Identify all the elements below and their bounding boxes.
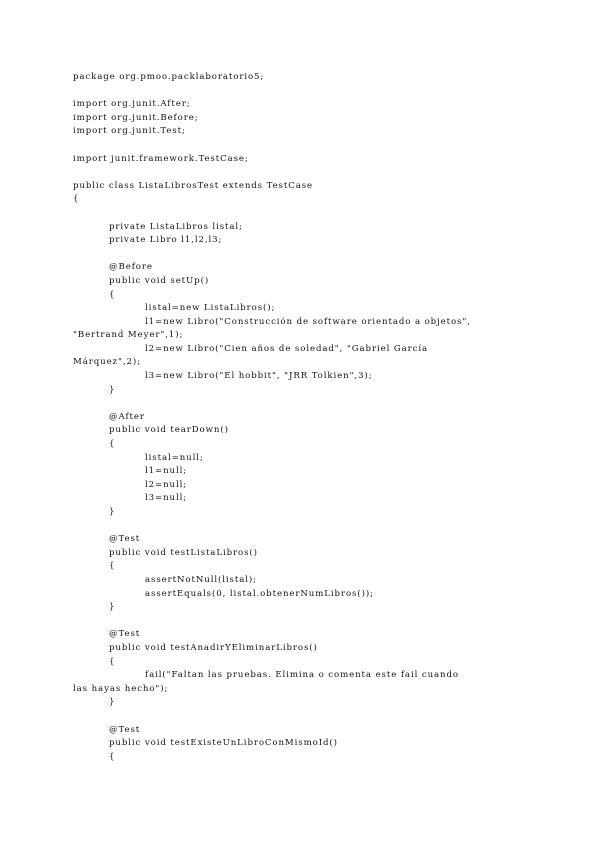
code-line: public void setUp() <box>109 275 210 286</box>
code-line: } <box>109 507 116 517</box>
code-line: public void testListaLibros() <box>109 547 258 558</box>
code-line <box>73 397 543 411</box>
code-line: fail("Faltan las pruebas. Elimina o comenta este fail cuando <box>145 670 459 681</box>
code-line <box>73 710 543 724</box>
code-line: { <box>109 561 116 572</box>
code-line: l1=new Libro("Construcción de software orientado a objetos", <box>145 316 471 327</box>
code-line: import org.junit.After; <box>73 99 191 110</box>
code-line: { <box>109 751 116 762</box>
code-line <box>73 85 543 99</box>
code-line: l1=null; <box>145 466 188 477</box>
code-line <box>73 248 543 262</box>
code-line: { <box>109 289 116 300</box>
code-line: { <box>73 194 80 205</box>
code-line <box>73 520 543 534</box>
code-line: private Libro l1,l2,l3; <box>109 235 223 246</box>
code-line: public class ListaLibrosTest extends TestCase <box>73 180 314 191</box>
code-line: "Bertrand Meyer",1); <box>73 330 184 341</box>
code-line: { <box>109 656 116 667</box>
code-line: private ListaLibros listal; <box>109 221 243 232</box>
code-line: @Test <box>109 724 141 735</box>
code-line: public void testAnadirYEliminarLibros() <box>109 642 318 653</box>
code-line: @Test <box>109 534 141 545</box>
code-line: @After <box>109 411 145 422</box>
code-line: l2=null; <box>145 479 188 490</box>
code-line: assertNotNull(listal); <box>145 574 257 585</box>
code-line: listal=new ListaLibros(); <box>145 303 276 314</box>
code-line: } <box>109 697 116 708</box>
code-line: l3=null; <box>145 493 188 504</box>
code-line <box>73 615 543 629</box>
code-line <box>73 139 543 153</box>
code-line: package org.pmoo.packlaboratorio5; <box>73 72 265 82</box>
code-line: import org.junit.Before; <box>73 112 199 123</box>
code-line: l3=new Libro("El hobbit", "JRR Tolkien",3); <box>145 371 373 382</box>
code-line: { <box>109 439 116 450</box>
code-line: public void tearDown() <box>109 425 229 436</box>
code-line: } <box>109 384 116 395</box>
code-line: listal=null; <box>145 452 204 463</box>
code-line: assertEquals(0, listal.obtenerNumLibros()); <box>145 588 374 599</box>
code-line: las hayas hecho"); <box>73 683 169 694</box>
code-line: import org.junit.Test; <box>73 126 186 137</box>
code-line: @Test <box>109 629 141 640</box>
code-listing <box>73 71 543 764</box>
code-line: import junit.framework.TestCase; <box>73 153 249 164</box>
code-line: } <box>109 602 116 613</box>
code-line <box>73 166 543 180</box>
code-line: @Before <box>109 262 153 273</box>
code-line: public void testExisteUnLibroConMismoId() <box>109 738 338 749</box>
code-line: Márquez",2); <box>73 357 141 368</box>
code-line <box>73 207 543 221</box>
code-line: l2=new Libro("Cien años de soledad", "Gabriel García <box>145 343 429 354</box>
